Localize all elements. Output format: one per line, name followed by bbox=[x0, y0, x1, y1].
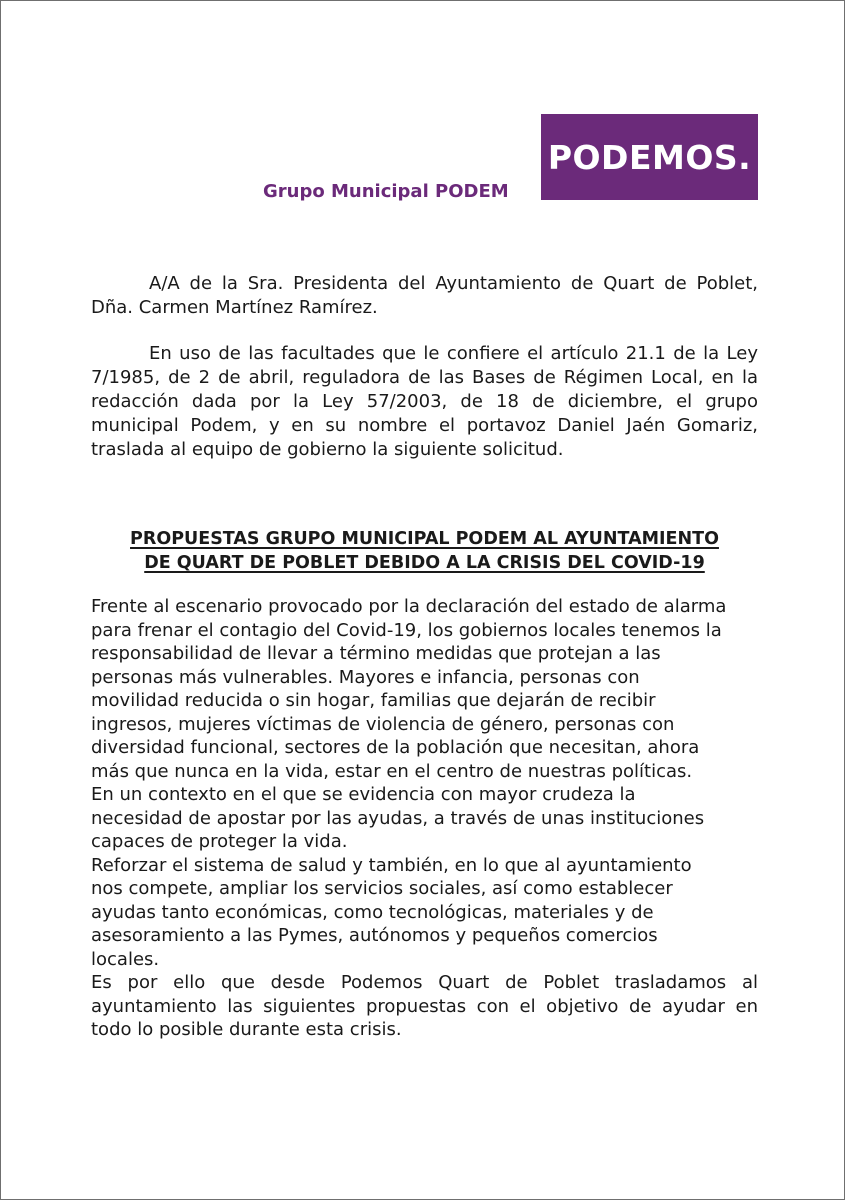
heading-line-2: DE QUART DE POBLET DEBIDO A LA CRISIS DEL COVID-19 bbox=[144, 553, 705, 573]
text-line: asesoramiento a las Pymes, autónomos y pequeños comercios bbox=[91, 925, 658, 946]
podemos-logo bbox=[541, 114, 758, 200]
text-line: personas más vulnerables. Mayores e infancia, personas con bbox=[91, 666, 640, 688]
paragraph-vulnerable-groups bbox=[91, 595, 758, 783]
text-line: nos compete, ampliar los servicios sociales, así como establecer bbox=[91, 878, 673, 899]
text-line: capaces de proteger la vida. bbox=[91, 831, 348, 852]
text-line: locales. bbox=[91, 948, 160, 970]
text-line: necesidad de apostar por las ayudas, a través de unas instituciones bbox=[91, 807, 705, 829]
text-line: ingresos, mujeres víctimas de violencia de género, personas con bbox=[91, 713, 675, 735]
text-line: para frenar el contagio del Covid-19, los gobiernos locales tenemos la bbox=[91, 619, 722, 641]
text-line: más que nunca en la vida, estar en el centro de nuestras políticas. bbox=[91, 760, 693, 782]
text-line: movilidad reducida o sin hogar, familias que dejarán de recibir bbox=[91, 690, 656, 711]
logo-text: PODEMOS. bbox=[547, 137, 752, 177]
group-title: Grupo Municipal PODEM bbox=[263, 181, 509, 202]
text-line: En un contexto en el que se evidencia con mayor crudeza la bbox=[91, 784, 636, 805]
addressee-paragraph: A/A de la Sra. Presidenta del Ayuntamiento de Quart de Poblet, Dña. Carmen Martínez Ramírez. bbox=[91, 273, 758, 318]
text-line: responsabilidad de llevar a término medidas que protejan a las bbox=[91, 643, 661, 664]
paragraph-proposals: Es por ello que desde Podemos Quart de Poblet trasladamos al ayuntamiento las siguientes propuestas con el objetivo de ayudar en todo lo posible durante esta crisis. bbox=[91, 972, 758, 1040]
heading-line-1: PROPUESTAS GRUPO MUNICIPAL PODEM AL AYUNTAMIENTO bbox=[130, 529, 719, 549]
paragraph-context bbox=[91, 783, 758, 854]
document-heading bbox=[91, 527, 758, 575]
text-line: ayudas tanto económicas, como tecnológicas, materiales y de bbox=[91, 901, 654, 923]
paragraph-reinforce bbox=[91, 854, 758, 972]
text-line: Frente al escenario provocado por la declaración del estado de alarma bbox=[91, 596, 727, 617]
main-text bbox=[91, 595, 758, 1042]
legal-basis-paragraph: En uso de las facultades que le confiere el artículo 21.1 de la Ley 7/1985, de 2 de abril, reguladora de las Bases de Régimen Local, en la redacción dada por la Ley 57/2003, de 18 de diciembre, el grupo municipal Podem, y en su nombre el portavoz Daniel Jaén Gomariz, traslada al equipo de gobierno la siguiente solicitud. bbox=[91, 343, 758, 460]
text-line: Reforzar el sistema de salud y también, en lo que al ayuntamiento bbox=[91, 854, 692, 876]
text-line: diversidad funcional, sectores de la población que necesitan, ahora bbox=[91, 737, 700, 758]
